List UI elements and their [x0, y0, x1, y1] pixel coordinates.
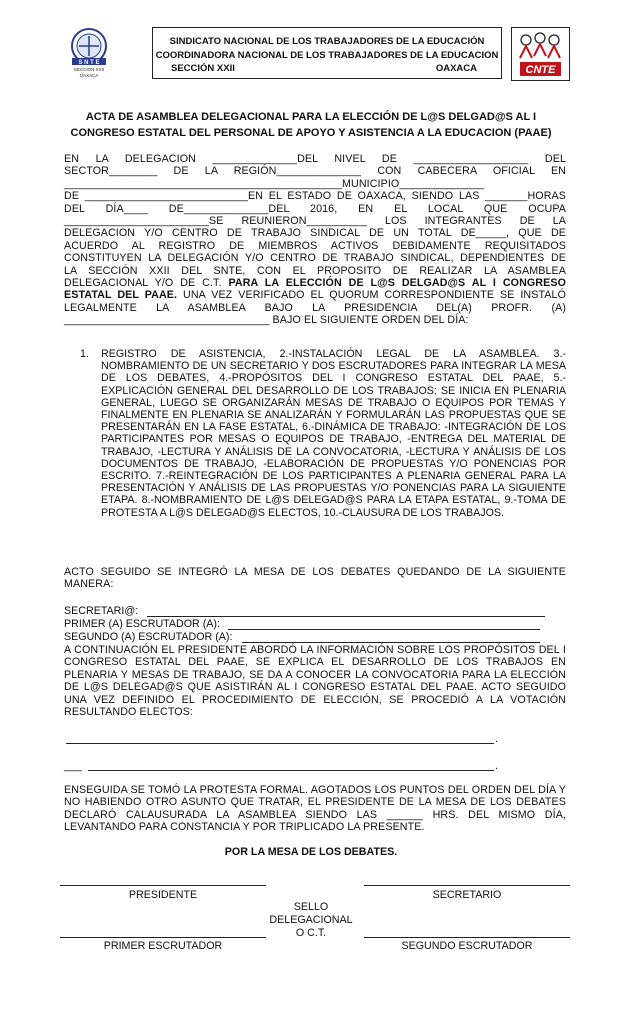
orden-del-dia-text: REGISTRO DE ASISTENCIA, 2.-INSTALACIÓN LEGAL DE LA ASAMBLEA. 3.-NOMBRAMIENTO DE UN SECRETARIO Y DOS ESCRUTADORES PARA INTEGRAR LA MESA DE LOS DEBATES, 4.-PROPÓSITOS DEL I CONGRESO ESTATAL DEL PAAE, 5.-EXPLICACIÓN GENERAL DEL DESARROLLO DE LOS TRABAJOS: SE INICIA EN PLENARIA GENERAL, LUEGO SE ORGANIZARÁN MESAS DE TRABAJO O EQUIPOS POR TEMAS Y FINALMENTE EN PLENARIA SE ANALIZARÁN Y FORMULARÁN LAS PROPUESTAS QUE SE PRESENTARÁN EN LA FASE ESTATAL, 6.-DINÁMICA DE TRABAJO: -INTEGRACIÓN DE LOS PARTICIPANTES POR MESAS O EQUIPOS DE TRABAJO, -ENTREGA DEL MATERIAL DE TRABAJO, -LECTURA Y ANÁLISIS DE LA CONVOCATORIA, -LECTURA Y ANÁLISIS DE LOS DOCUMENTOS DE TRABAJO, -ELABORACIÓN DE PROPUESTAS Y/O PONENCIAS POR ESCRITO. 7.-REINTEGRACIÓN DE LOS PARTICIPANTES A PLENARIA GENERAL PARA LA PRESENTACIÓN Y ANÁLISIS DE LAS PROPUESTAS Y/O PONENCIAS PARA LA SIGUIENTE ETAPA. 8.-NOMBRAMIENTO DE L@S DELEGAD@S PARA LA ETAPA ESTATAL, 9.-TOMA DE PROTESTA A L@S DELEGAD@S ELECTOS, 10.-CLAUSURA DE LOS TRABAJOS. [101, 348, 566, 519]
intro-paragraph: EN LA DELEGACION ______________DEL NIVEL DE ___________________ DEL SECTOR________ DE LA REGIÓN______________ CON CABECERA OFICIAL EN ______________________________________________MUNICIPIO______________ DE ___________________________EN EL ESTADO DE OAXACA, SIENDO LAS _______HORAS DEL DÍA____ DE______________DEL 2016, EN EL LOCAL QUE OCUPA ________________________SE REUNIERON__________ LOS INTEGRANTES DE LA DELEGACION Y/O CENTRO DE TRABAJO SINDICAL DE UN TOTAL DE_____, QUE DE ACUERDO AL REGISTRO DE MIEMBROS ACTIVOS DEBIDAMENTE REQUISITADOS CONSTITUYEN LA DELEGACIÓN Y/O CENTRO DE TRABAJO SINDICAL, DEPENDIENTES DE LA SECCIÓN XXII DEL SNTE, CON EL PROPOSITO DE REALIZAR LA ASAMBLEA DELEGACIONAL Y/O DE C.T. PARA LA ELECCIÓN DE L@S DELGAD@S AL I CONGRESO ESTATAL DEL PAAE. UNA VEZ VERIFICADO EL QUORUM CORRESPONDIENTE SE INSTALÓ LEGALMENTE LA ASAMBLEA BAJO LA PRESIDENCIA DEL(A) PROFR. (A) __________________________________ BAJO EL SIGUIENTE ORDEN DEL DÍA: [64, 153, 566, 327]
sello-label-2: DELEGACIONAL [269, 914, 353, 926]
segundo-escrutador-signature-line [364, 937, 570, 938]
cnte-logo [511, 27, 570, 81]
svg-text:SECCION XXII: SECCION XXII [73, 67, 105, 72]
primer-escrutador-signature-label: PRIMER ESCRUTADOR [103, 940, 223, 952]
segundo-escrutador-line [242, 642, 540, 643]
sello-label-3: O C.T. [295, 927, 327, 939]
snte-logo-text: S N T E [78, 60, 100, 66]
primer-escrutador-label: PRIMER (A) ESCRUTADOR (A): [64, 618, 220, 630]
cierre-paragraph: ENSEGUIDA SE TOMÓ LA PROTESTA FORMAL. AGOTADOS LOS PUNTOS DEL ORDEN DEL DÍA Y NO HABIENDO OTRO ASUNTO QUE TRATAR, EL PRESIDENTE DE LA MESA DE LOS DEBATES DECLARÓ CALAUSURADA LA ASAMBLEA SIENDO LAS ______ HRS. DEL MISMO DÍA, LEVANTANDO PARA CONSTANCIA Y POR TRIPLICADO LA PRESENTE. [64, 784, 566, 834]
secretario-line [147, 616, 545, 617]
presidente-signature-line [60, 885, 266, 886]
header-seccion: SECCIÓN XXII [171, 63, 235, 74]
segundo-escrutador-label: SEGUNDO (A) ESCRUTADOR (A): [64, 631, 233, 643]
header-union-name: SINDICATO NACIONAL DE LOS TRABAJADORES DE LA EDUCACIÓN [169, 36, 485, 47]
snte-logo [64, 27, 114, 79]
primer-escrutador-line [228, 629, 540, 630]
segundo-escrutador-signature-label: SEGUNDO ESCRUTADOR [401, 940, 533, 952]
electos-line-1 [66, 743, 494, 744]
cnte-logo-text: CNTE [525, 64, 556, 76]
sello-label-1: SELLO [293, 901, 329, 913]
document-title-line-2: CONGRESO ESTATAL DEL PERSONAL DE APOYO Y ASISTENCIA A LA EDUCACION (PAAE) [70, 127, 552, 139]
secretario-label: SECRETARI@: [64, 605, 139, 617]
secretario-signature-line [364, 885, 570, 886]
electos-line-2 [88, 770, 494, 771]
header-box [152, 27, 502, 79]
presidente-label: PRESIDENTE [128, 889, 198, 901]
orden-number: 1. [80, 348, 89, 360]
secretario-signature-label: SECRETARIO [432, 889, 502, 901]
svg-text:OAXACA: OAXACA [79, 73, 99, 78]
header-oaxaca: OAXACA [435, 63, 477, 74]
primer-escrutador-signature-line [60, 937, 266, 938]
document-title-line-1: ACTA DE ASAMBLEA DELEGACIONAL PARA LA ELECCIÓN DE L@S DELGAD@S AL I [85, 111, 537, 123]
continuacion-paragraph: A CONTINUACIÓN EL PRESIDENTE ABORDÓ LA INFORMACIÓN SOBRE LOS PROPÓSITOS DEL I CONGRESO ESTATAL DEL PAAE, SE EXPLICA EL DESARROLLO DE LOS TRABAJOS EN PLENARIA Y MESAS DE TRABAJO, SE DA A CONOCER LA CONVOCATORIA PARA LA ELECCIÓN DE L@S DELEGAD@S QUE ASISTIRÁN AL I CONGRESO ESTATAL DEL PAAE. ACTO SEGUIDO UNA VEZ DEFINIDO EL PROCEDIMIENTO DE ELECCIÓN, SE PROCEDIÓ A LA VOTACIÓN RESULTANDO ELECTOS: [64, 644, 566, 719]
por-la-mesa-heading: POR LA MESA DE LOS DEBATES. [224, 846, 398, 858]
mesa-intro: ACTO SEGUIDO SE INTEGRÓ LA MESA DE LOS DEBATES QUEDANDO DE LA SIGUIENTE MANERA: [64, 566, 566, 591]
header-coordinadora: COORDINADORA NACIONAL DE LOS TRABAJADORES DE LA EDUCACION [155, 50, 499, 61]
